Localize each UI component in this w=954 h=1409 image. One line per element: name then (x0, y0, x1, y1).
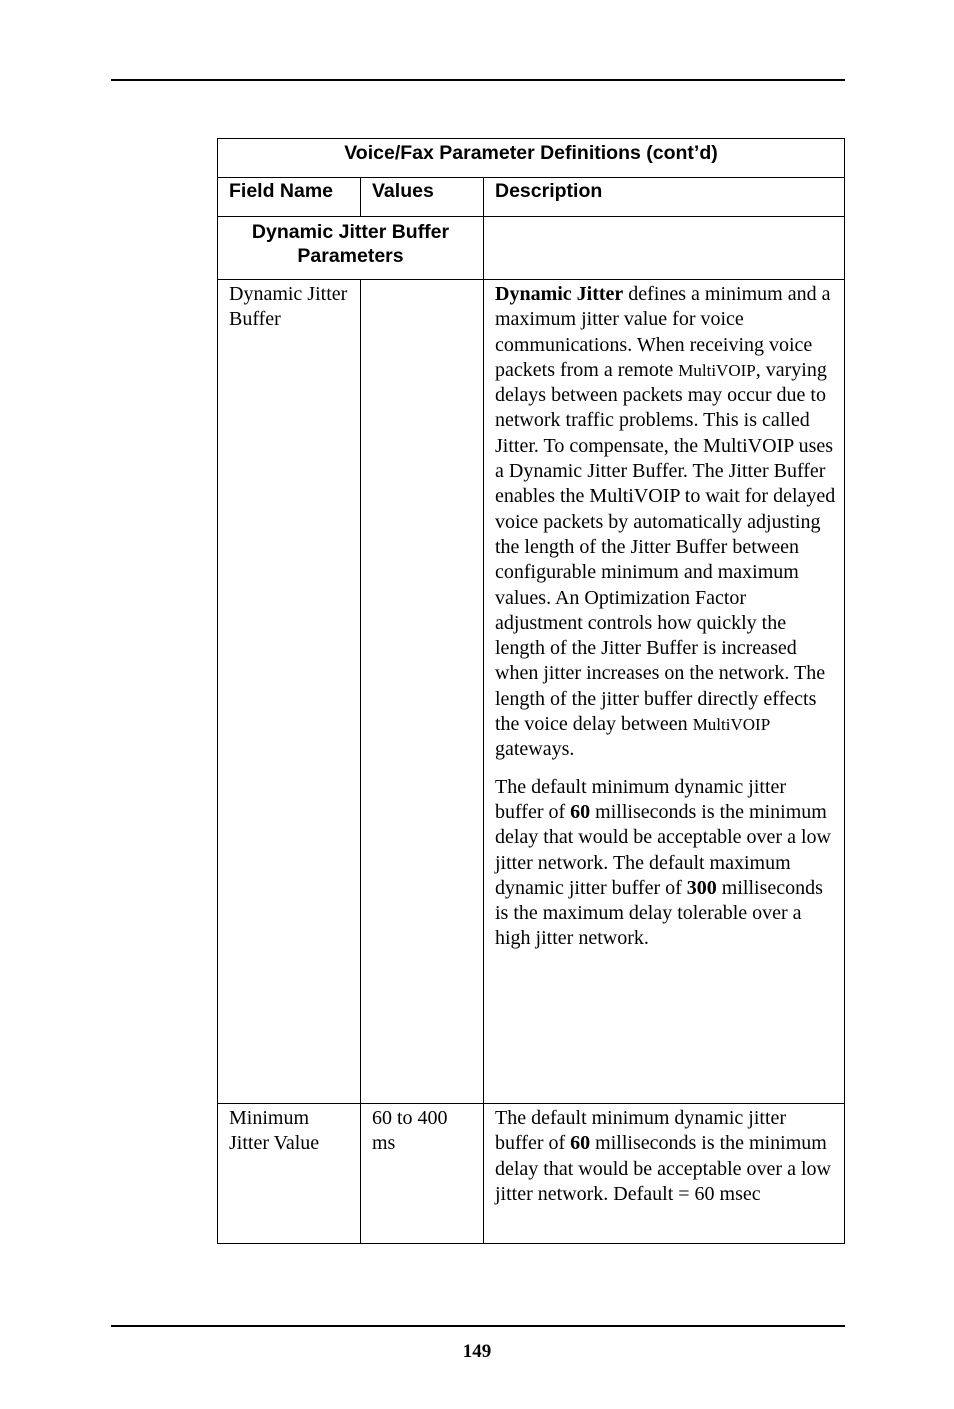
field-name: Dynamic Jitter Buffer (229, 283, 348, 331)
column-header-values: Values (361, 178, 484, 217)
description-text: defines a minimum and a maximum jitter value for voice communications. When receiving voice packets from a remote (495, 283, 831, 381)
value-bold: 60 (570, 800, 591, 823)
table-row (218, 280, 845, 1104)
section-heading (218, 217, 484, 280)
brand-name: MultiVOIP (678, 360, 756, 380)
description-text: milliseconds is the minimum delay that would be acceptable over a low jitter network. Default = 60 msec (495, 1132, 831, 1205)
description-paragraph (495, 1106, 836, 1207)
description-text: gateways. (495, 738, 575, 761)
description-text: , varying delays between packets may occur due to network traffic problems. This is called Jitter. To compensate, the MultiVOIP uses a Dynamic Jitter Buffer. The Jitter Buffer enables the MultiVOIP to wait for delayed voice packets by automatically adjusting the length of the Jitter Buffer between configurable minimum and maximum values. An Optimization Factor adjustment controls how quickly the length of the Jitter Buffer is increased when jitter increases on the network. The length of the jitter buffer directly effects the voice delay between (495, 358, 836, 736)
description-paragraph (495, 775, 836, 952)
field-values: 60 to 400 ms (372, 1107, 448, 1155)
section-heading-label: Dynamic Jitter Buffer Parameters (251, 221, 450, 267)
column-header-field-name: Field Name (218, 178, 361, 217)
description-cell (484, 1104, 845, 1244)
brand-name: MultiVOIP (692, 715, 771, 735)
header-rule (111, 79, 845, 81)
parameter-definitions-table (217, 138, 845, 1244)
footer-rule (111, 1325, 845, 1327)
values-cell (361, 1104, 484, 1244)
description-text: milliseconds is the maximum delay tolerable over a high jitter network. (495, 876, 823, 950)
value-bold: 300 (686, 876, 717, 899)
field-name-cell (218, 1104, 361, 1244)
value-bold: 60 (570, 1132, 591, 1155)
section-heading-empty-cell (484, 217, 845, 280)
values-cell (361, 280, 484, 1104)
table-title: Voice/Fax Parameter Definitions (cont’d) (218, 139, 845, 178)
description-paragraph (495, 282, 836, 763)
column-header-description: Description (484, 178, 845, 217)
page-number: 149 (462, 1341, 492, 1362)
term-bold: Dynamic Jitter (495, 283, 624, 305)
table-row (218, 1104, 845, 1244)
description-text: The default minimum dynamic jitter buffer of (495, 1107, 787, 1155)
description-text: milliseconds is the minimum delay that would be acceptable over a low jitter network. The default maximum dynamic jitter buffer of (495, 800, 831, 899)
field-name: Minimum Jitter Value (229, 1107, 320, 1155)
description-text: The default minimum dynamic jitter buffer of (495, 775, 787, 823)
description-cell (484, 280, 845, 1104)
field-name-cell (218, 280, 361, 1104)
